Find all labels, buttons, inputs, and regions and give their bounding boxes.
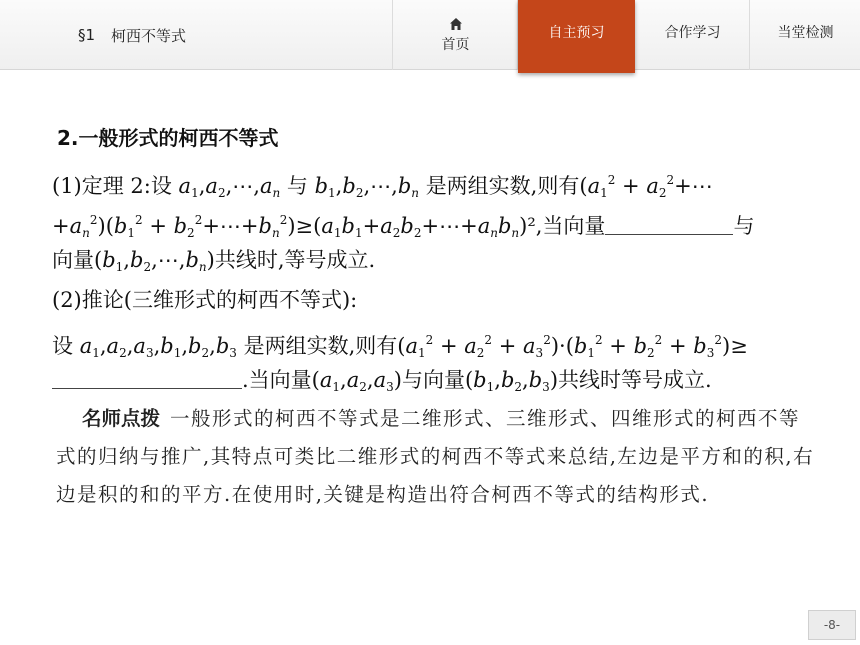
corollary-line-2: .当向量$(a_1,a_2,a_3)$与向量$(b_1,b_2,b_3)$共线时等号成立. bbox=[52, 366, 712, 401]
answer-blank-2[interactable] bbox=[52, 369, 242, 389]
page-number: -8- bbox=[808, 610, 856, 640]
tab-label: 自主预习 bbox=[548, 25, 605, 41]
teacher-tip bbox=[56, 400, 816, 514]
home-label: 首页 bbox=[441, 36, 470, 53]
corollary-line-1: 设 $a_1,a_2,a_3,b_1,b_2,b_3$ 是两组实数,则有$(a_1^2 + a_2^2 + a_3^2)\cdot(b_1^2 + b_2^2 + b_3^2)\ge$ bbox=[52, 333, 748, 360]
tab-label: 当堂检测 bbox=[777, 25, 834, 41]
section-number: §1 bbox=[78, 26, 96, 44]
tab-label: 合作学习 bbox=[664, 25, 721, 41]
theorem-line-2: $+a_n^2)(b_1^2$ + $b_2^2+\cdots+b_n^2)\ge(a_1b_1+a_2b_2+\cdots+a_nb_n)^2$,当向量 与 bbox=[52, 213, 755, 240]
theorem-line-1: (1)定理 2:设 $a_1,a_2,\cdots,a_n$ 与 $b_1,b_2,\cdots,b_n$ 是两组实数,则有($a_1^2$ + $a_2^2+\cdots$ bbox=[52, 173, 713, 200]
corollary-heading: (2)推论(三维形式的柯西不等式): bbox=[52, 288, 358, 312]
section-title-text: 柯西不等式 bbox=[111, 26, 187, 45]
tip-text: 一般形式的柯西不等式是二维形式、三维形式、四维形式的柯西不等式的归纳与推广,其特点可类比二维形式的柯西不等式来总结,左边是平方和的积,右边是积的和的平方.在使用时,关键是构造出符合柯西不等式的结构形式. bbox=[56, 407, 815, 506]
theorem-line-3: 向量$(b_1,b_2,\cdots,b_n)$共线时,等号成立. bbox=[52, 248, 376, 274]
answer-blank-1[interactable] bbox=[605, 215, 733, 235]
tip-label: 名师点拨 bbox=[82, 407, 161, 430]
section-heading: 2.一般形式的柯西不等式 bbox=[57, 126, 279, 150]
